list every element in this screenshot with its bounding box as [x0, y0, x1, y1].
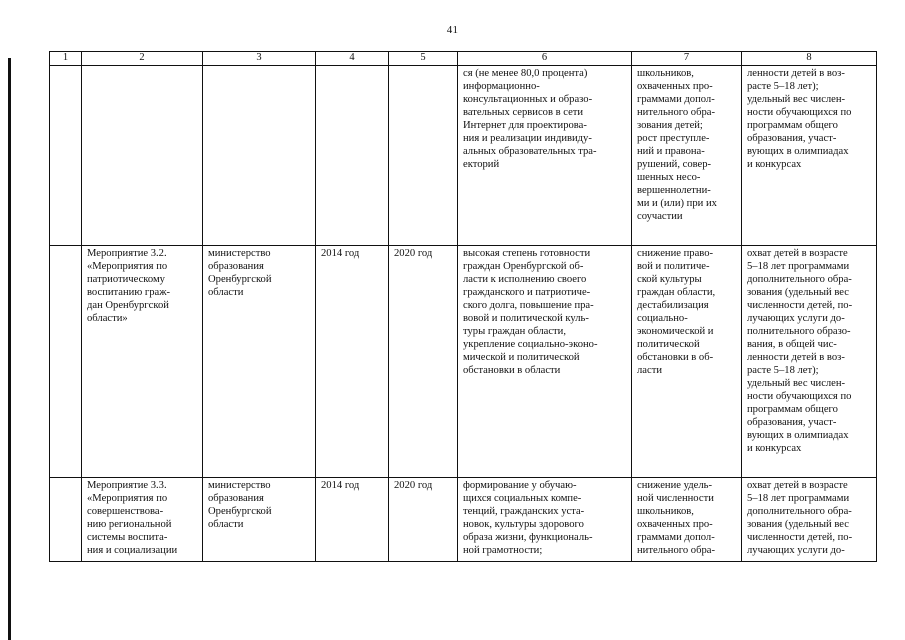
- cell-end-year: 2020 год: [389, 246, 458, 478]
- cell-start-year: 2014 год: [316, 478, 389, 562]
- cell-indicators: охват детей в возрасте 5–18 лет программами дополнительного обра- зования (удельный вес численности детей, по- лучающих услуги до-: [742, 478, 877, 562]
- column-header-4: 4: [316, 52, 389, 66]
- cell-end-year: 2020 год: [389, 478, 458, 562]
- cell-expected-result: формирование у обучаю- щихся социальных компе- тенций, гражданских уста- новок, культуры здорового образа жизни, функциональ- ной грамотности;: [458, 478, 632, 562]
- page-edge-rule: [8, 58, 11, 640]
- table-row: [50, 66, 877, 246]
- cell-executor: [203, 66, 316, 246]
- cell-end-year: [389, 66, 458, 246]
- column-header-8: 8: [742, 52, 877, 66]
- cell-expected-result: ся (не менее 80,0 процента) информационно- консультационных и образо- вательных сервисов в сети Интернет для проектирова- ния и реализации индивиду- альных образовательных тра- екторий: [458, 66, 632, 246]
- cell-number: [50, 478, 82, 562]
- column-number-row: [50, 52, 877, 66]
- page-number: 41: [446, 24, 459, 36]
- column-header-2: 2: [82, 52, 203, 66]
- cell-indicators: охват детей в возрасте 5–18 лет программами дополнительного обра- зования (удельный вес численности детей, по- лучающих услуги до- полнительного образо- вания, в общей чис- ленности детей в воз- расте 5–18 лет); удельный вес числен- ности обучающихся по программам общего образования, участ- вующих в олимпиадах и конкурсах: [742, 246, 877, 478]
- cell-activity: Мероприятие 3.2. «Мероприятия по патриотическому воспитанию граж- дан Оренбургской области»: [82, 246, 203, 478]
- table-row: [50, 246, 877, 478]
- cell-number: [50, 66, 82, 246]
- column-header-6: 6: [458, 52, 632, 66]
- table-row: [50, 478, 877, 562]
- column-header-1: 1: [50, 52, 82, 66]
- cell-activity: [82, 66, 203, 246]
- cell-consequences: снижение право- вой и политиче- ской культуры граждан области, дестабилизация социально- экономической и политической обстановки в об- ласти: [632, 246, 742, 478]
- cell-indicators: ленности детей в воз- расте 5–18 лет); удельный вес числен- ности обучающихся по программам общего образования, участ- вующих в олимпиадах и конкурсах: [742, 66, 877, 246]
- cell-expected-result: высокая степень готовности граждан Оренбургской об- ласти к исполнению своего гражданского и патриотиче- ского долга, повышение пра- вовой и политической куль- туры граждан области, укрепление социально-эконо- мической и политической обстановки в области: [458, 246, 632, 478]
- program-activities-table: [49, 51, 877, 562]
- cell-executor: министерство образования Оренбургской области: [203, 478, 316, 562]
- column-header-5: 5: [389, 52, 458, 66]
- cell-activity: Мероприятие 3.3. «Мероприятия по совершенствова- нию региональной системы воспита- ния и социализации: [82, 478, 203, 562]
- cell-consequences: школьников, охваченных про- граммами допол- нительного обра- зования детей; рост преступле- ний и правона- рушений, совер- шенных несо- вершеннолетни- ми и (или) при их соучастии: [632, 66, 742, 246]
- column-header-3: 3: [203, 52, 316, 66]
- cell-consequences: снижение удель- ной численности школьников, охваченных про- граммами допол- нительного обра-: [632, 478, 742, 562]
- column-header-7: 7: [632, 52, 742, 66]
- cell-start-year: [316, 66, 389, 246]
- cell-executor: министерство образования Оренбургской области: [203, 246, 316, 478]
- cell-number: [50, 246, 82, 478]
- cell-start-year: 2014 год: [316, 246, 389, 478]
